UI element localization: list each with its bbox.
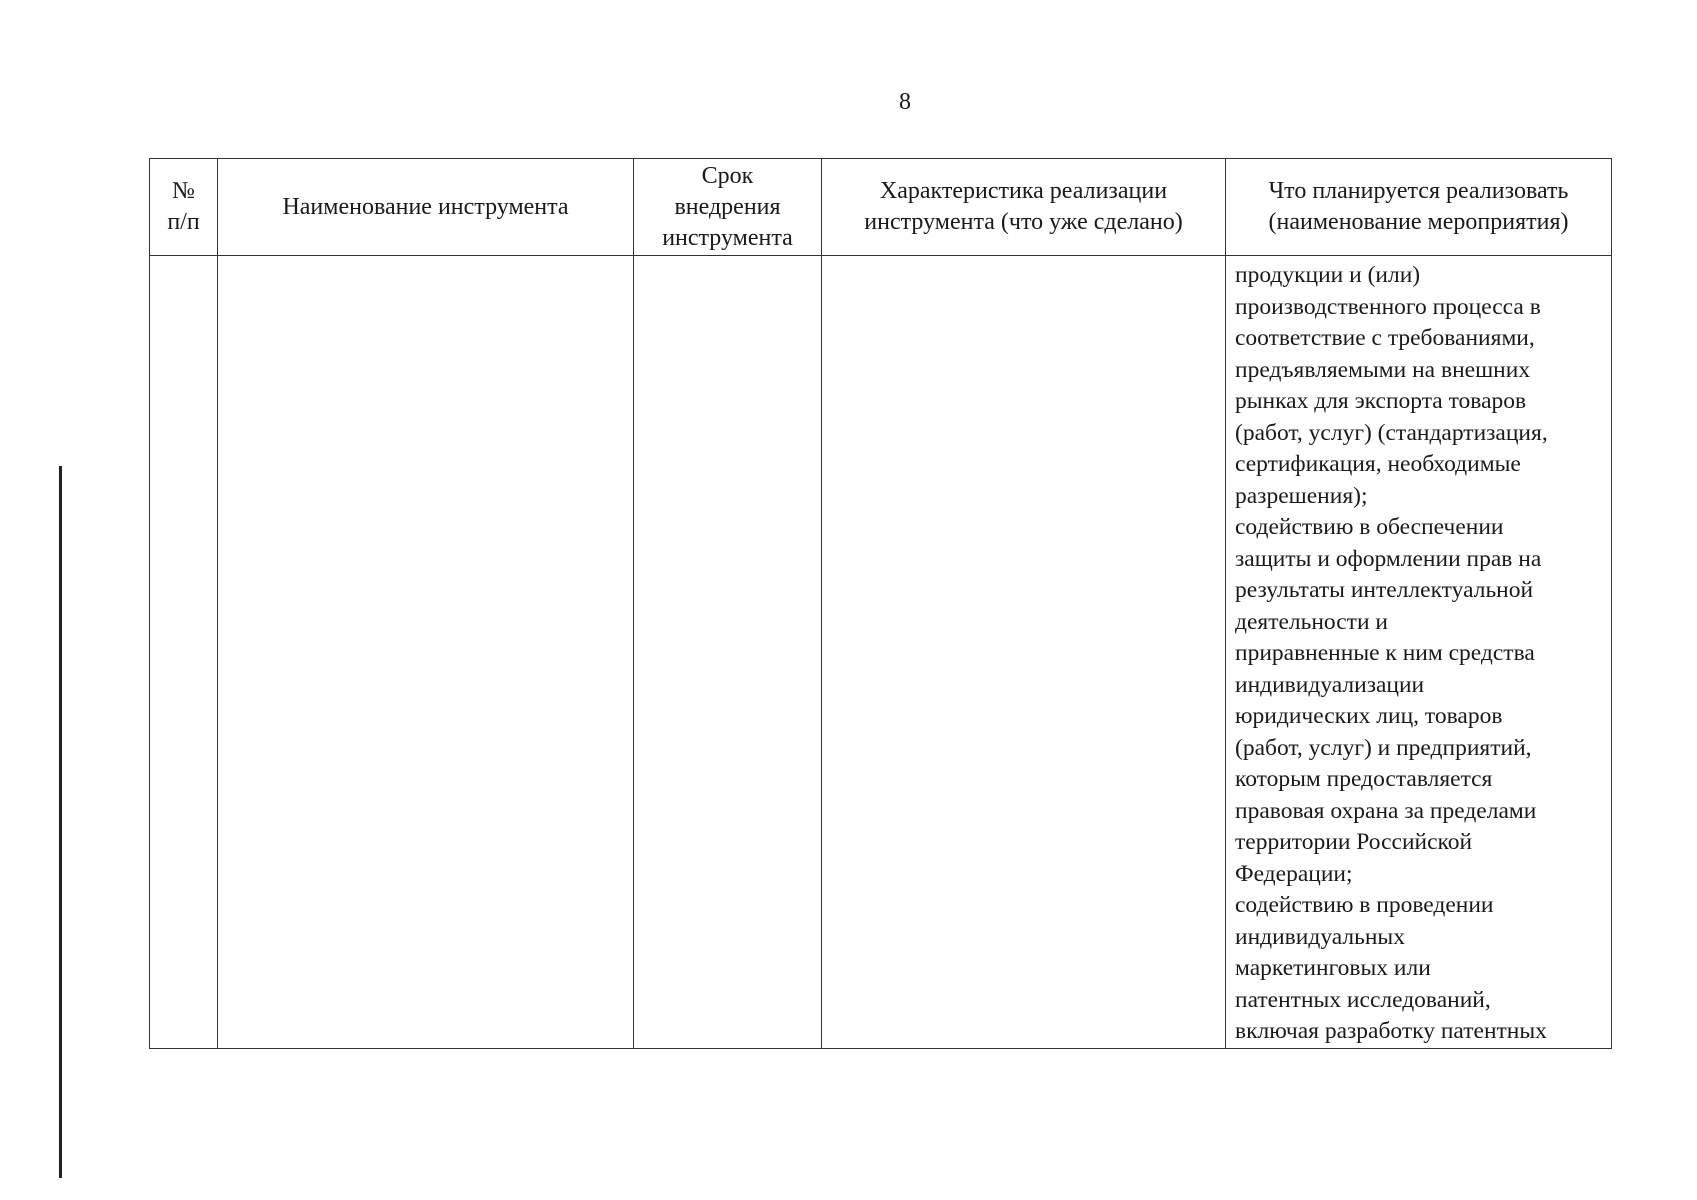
header-deadline-line: внедрения	[674, 193, 781, 220]
cell-instrument-name	[218, 256, 634, 1049]
planned-text-line: патентных исследований,	[1235, 986, 1491, 1013]
planned-text-line: производственного процесса в	[1235, 293, 1541, 320]
header-instrument-name	[218, 159, 634, 256]
margin-binding-line	[59, 466, 62, 1178]
planned-text-line: содействию в проведении	[1235, 892, 1494, 918]
planned-text-line: которым предоставляется	[1235, 766, 1493, 792]
header-deadline-line: Срок	[701, 162, 754, 189]
header-planned-line: Что планируется реализовать	[1268, 178, 1569, 204]
planned-text-line: защиты и оформлении прав на	[1235, 545, 1542, 572]
header-deadline	[634, 159, 822, 256]
header-number	[150, 159, 218, 256]
planned-text-line: индивидуальных	[1235, 923, 1405, 950]
planned-text-line: индивидуализации	[1235, 671, 1425, 698]
planned-text-line: включая разработку патентных	[1235, 1018, 1547, 1044]
page-number: 8	[899, 89, 911, 115]
planned-text-line: соответствие с требованиями,	[1235, 325, 1535, 351]
planned-text-line: рынках для экспорта товаров	[1235, 388, 1527, 414]
planned-text-line: содействию в обеспечении	[1235, 514, 1504, 540]
header-done-line: Характеристика реализации	[879, 178, 1168, 204]
header-planned	[1226, 159, 1612, 256]
cell-planned	[1226, 256, 1612, 1049]
header-number-line: п/п	[167, 209, 200, 235]
cell-deadline	[634, 256, 822, 1049]
planned-text-line: результаты интеллектуальной	[1235, 577, 1534, 603]
planned-text-line: маркетинговых или	[1235, 955, 1431, 981]
header-number-line: №	[172, 178, 195, 204]
planned-text-line: территории Российской	[1235, 829, 1473, 855]
table-row	[150, 256, 1612, 1049]
planned-text-line: сертификация, необходимые	[1235, 451, 1521, 477]
planned-text-line: разрешения);	[1235, 482, 1368, 509]
planned-text-line: Федерации;	[1235, 860, 1353, 887]
planned-text-line: (работ, услуг) (стандартизация,	[1235, 419, 1548, 446]
planned-text-line: предъявляемыми на внешних	[1235, 356, 1531, 383]
instruments-table	[149, 158, 1612, 1049]
planned-text-line: юридических лиц, товаров	[1235, 703, 1503, 729]
table-header-row	[150, 159, 1612, 256]
planned-text-line: продукции и (или)	[1235, 262, 1421, 288]
header-planned-line: (наименование мероприятия)	[1268, 209, 1569, 235]
header-deadline-line: инструмента	[662, 224, 793, 251]
header-done	[822, 159, 1226, 256]
header-instrument-name-line: Наименование инструмента	[282, 193, 569, 220]
planned-text-line: деятельности и	[1235, 608, 1388, 635]
header-done-line: инструмента (что уже сделано)	[864, 209, 1183, 235]
cell-done	[822, 256, 1226, 1049]
planned-text-line: правовая охрана за пределами	[1235, 797, 1537, 824]
planned-text-line: (работ, услуг) и предприятий,	[1235, 734, 1532, 761]
cell-number	[150, 256, 218, 1049]
planned-text-line: приравненные к ним средства	[1235, 640, 1535, 666]
